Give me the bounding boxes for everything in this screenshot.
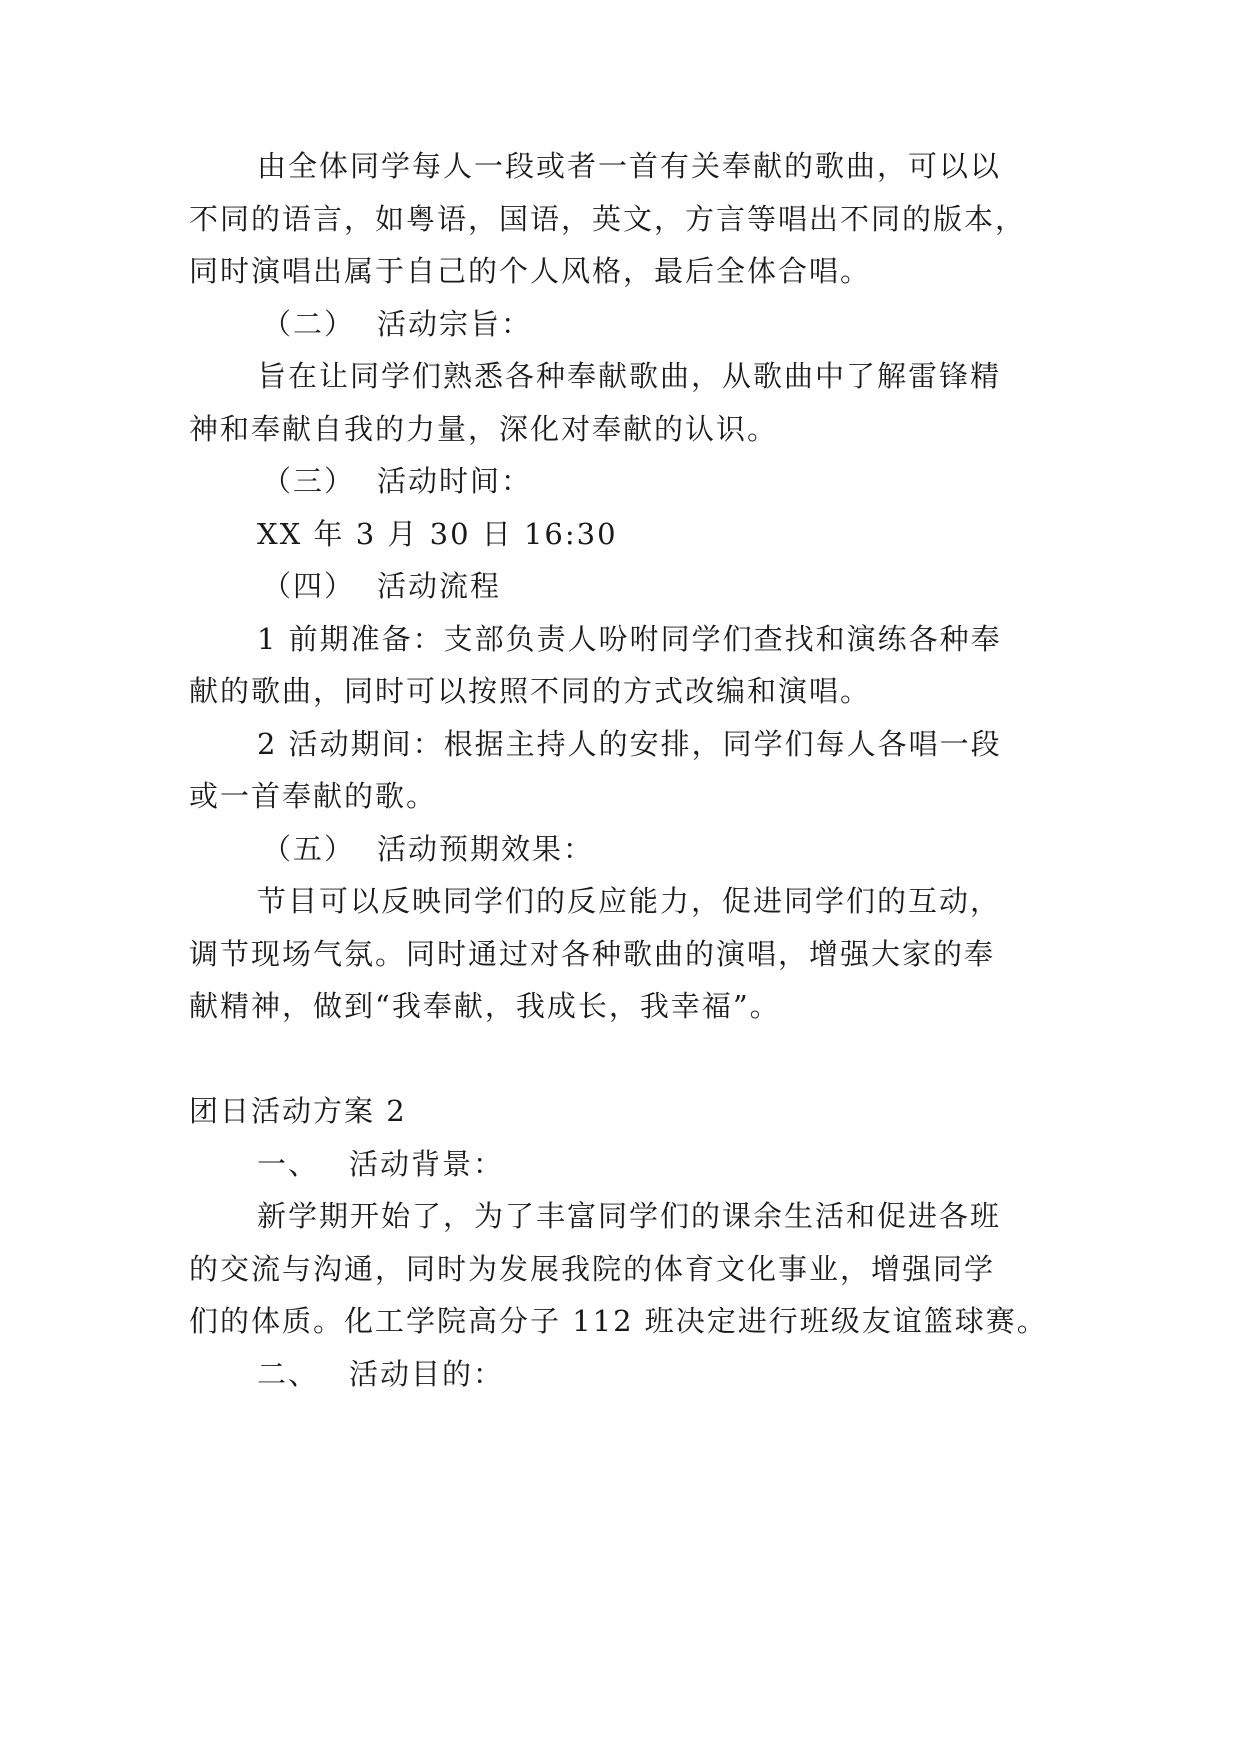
heading-number: （二）	[262, 307, 356, 341]
heading-text: 活动背景：	[349, 1147, 505, 1181]
paragraph-line: XX 年 3 月 30 日 16:30	[257, 517, 618, 551]
heading-text: 活动流程	[377, 569, 502, 603]
paragraph-line: 节目可以反映同学们的反应能力，促进同学们的互动，	[257, 884, 1002, 918]
heading-text: 活动宗旨：	[377, 307, 533, 341]
heading-number: （五）	[262, 832, 356, 866]
section-heading	[257, 1356, 1137, 1392]
paragraph-line: 旨在让同学们熟悉各种奉献歌曲，从歌曲中了解雷锋精	[257, 359, 1002, 393]
heading-text: 活动目的：	[349, 1357, 505, 1391]
heading-number: （四）	[262, 569, 356, 603]
heading-number: （三）	[262, 464, 356, 498]
paragraph-line: 新学期开始了，为了丰富同学们的课余生活和促进各班	[257, 1199, 1002, 1233]
section-heading	[262, 463, 1142, 499]
heading-number: 一、	[257, 1147, 320, 1181]
paragraph-line: 由全体同学每人一段或者一首有关奉献的歌曲，可以以	[257, 149, 1002, 183]
paragraph-line: 的交流与沟通，同时为发展我院的体育文化事业，增强同学	[189, 1252, 996, 1286]
paragraph-line: 们的体质。化工学院高分子 112 班决定进行班级友谊篮球赛。	[189, 1304, 1048, 1338]
section-heading	[262, 568, 1142, 604]
section-heading	[257, 1146, 1137, 1182]
paragraph-line: 2 活动期间：根据主持人的安排，同学们每人各唱一段	[257, 727, 1002, 761]
paragraph-line: 1 前期准备：支部负责人吩咐同学们查找和演练各种奉	[257, 622, 1002, 656]
heading-number: 二、	[257, 1357, 320, 1391]
paragraph-line: 不同的语言，如粤语，国语，英文，方言等唱出不同的版本，	[189, 202, 1027, 236]
section-heading	[262, 306, 1142, 342]
document-section-title: 团日活动方案 2	[189, 1094, 407, 1128]
paragraph-line: 调节现场气氛。同时通过对各种歌曲的演唱，增强大家的奉	[189, 937, 996, 971]
heading-text: 活动时间：	[377, 464, 533, 498]
paragraph-line: 献的歌曲，同时可以按照不同的方式改编和演唱。	[189, 674, 872, 708]
paragraph-line: 同时演唱出属于自己的个人风格，最后全体合唱。	[189, 254, 872, 288]
paragraph-line: 献精神，做到“我奉献，我成长，我幸福”。	[189, 989, 781, 1023]
section-heading	[262, 831, 1142, 867]
paragraph-line: 或一首奉献的歌。	[189, 779, 438, 813]
heading-text: 活动预期效果：	[377, 832, 595, 866]
paragraph-line: 神和奉献自我的力量，深化对奉献的认识。	[189, 412, 779, 446]
